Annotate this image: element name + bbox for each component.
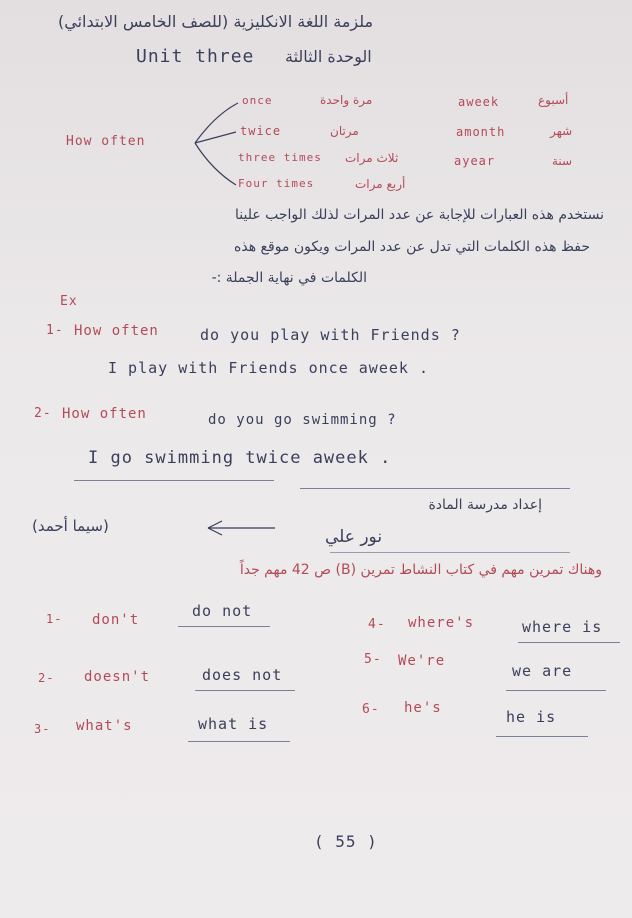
branch-ar-four-times: أربع مرات xyxy=(355,177,406,191)
exercise-6-short: he's xyxy=(404,700,442,716)
exercise-2-number: 2- xyxy=(38,671,55,685)
exercise-3-underline xyxy=(188,741,290,742)
exercise-2-full: does not xyxy=(202,666,283,684)
question-2-rest: do you go swimming ? xyxy=(208,412,397,428)
period-en-week: aweek xyxy=(458,95,500,109)
prepared-by: إعداد مدرسة المادة xyxy=(428,497,542,513)
exercise-heading: وهناك تمرين مهم في كتاب النشاط تمرين (B) ص 42 مهم جداً xyxy=(239,562,602,578)
question-1-rest: do you play with Friends ? xyxy=(200,326,461,344)
branch-en-four-times: Four times xyxy=(238,177,315,190)
period-ar-week: أسبوع xyxy=(538,93,569,107)
page-header-title: ملزمة اللغة الانكليزية (للصف الخامس الابتدائي) xyxy=(58,12,374,31)
branch-ar-three-times: ثلاث مرات xyxy=(345,151,399,165)
exercise-1-underline xyxy=(178,626,270,627)
examples-label: Ex xyxy=(60,294,78,309)
note-line-2: حفظ هذه الكلمات التي تدل عن عدد المرات ويكون موقع هذه xyxy=(234,239,590,255)
teacher-name: نور علي xyxy=(325,527,383,547)
exercise-5-underline xyxy=(506,690,606,691)
note-line-3: الكلمات في نهاية الجملة :- xyxy=(211,270,367,286)
period-en-month: amonth xyxy=(456,125,506,139)
exercise-5-number: 5- xyxy=(364,652,382,667)
page-number: ( 55 ) xyxy=(314,832,378,851)
unit-title-en: Unit three xyxy=(136,46,255,67)
branch-ar-twice: مرتان xyxy=(330,124,359,138)
exercise-4-short: where's xyxy=(408,615,475,631)
answer-2-underline-right xyxy=(300,488,570,489)
period-en-year: ayear xyxy=(454,154,496,168)
exercise-4-number: 4- xyxy=(368,617,386,632)
answer-2-underline-left xyxy=(74,480,274,481)
credit-divider xyxy=(330,552,570,553)
branch-en-twice: twice xyxy=(240,124,282,138)
branch-en-three-times: three times xyxy=(238,151,322,164)
exercise-6-underline xyxy=(496,736,588,737)
exercise-1-number: 1- xyxy=(46,612,63,626)
exercise-3-number: 3- xyxy=(34,722,51,736)
note-line-1: نستخدم هذه العبارات للإجابة عن عدد المرات لذلك الواجب علينا xyxy=(234,207,604,223)
unit-title-ar: الوحدة الثالثة xyxy=(285,47,372,66)
exercise-5-short: We're xyxy=(398,653,446,669)
exercise-4-underline xyxy=(518,642,620,643)
bracket-line-lower xyxy=(195,143,236,185)
branch-en-once: once xyxy=(242,94,273,107)
how-often-label: How often xyxy=(66,134,146,149)
exercise-1-full: do not xyxy=(192,602,253,620)
question-2-number: 2- xyxy=(34,406,52,421)
exercise-5-full: we are xyxy=(512,662,573,680)
question-1-number: 1- xyxy=(46,323,64,338)
answer-2: I go swimming twice aweek . xyxy=(88,448,392,468)
answer-1: I play with Friends once aweek . xyxy=(108,359,429,377)
arrow-left xyxy=(208,521,275,535)
exercise-6-full: he is xyxy=(506,708,557,726)
bracket-line-middle xyxy=(195,132,236,143)
branch-ar-once: مرة واحدة xyxy=(320,93,373,107)
question-2-how-often: How often xyxy=(62,406,147,422)
exercise-4-full: where is xyxy=(522,618,603,636)
exercise-1-short: don't xyxy=(92,612,140,628)
exercise-6-number: 6- xyxy=(362,702,380,717)
exercise-2-underline xyxy=(195,690,295,691)
exercise-3-short: what's xyxy=(76,718,133,734)
exercise-2-short: doesn't xyxy=(84,669,151,685)
exercise-3-full: what is xyxy=(198,715,269,733)
arrow-credit-name: (سيما أحمد) xyxy=(32,517,109,535)
period-ar-month: شهر xyxy=(550,124,573,138)
period-ar-year: سنة xyxy=(552,154,573,168)
question-1-how-often: How often xyxy=(74,323,159,339)
